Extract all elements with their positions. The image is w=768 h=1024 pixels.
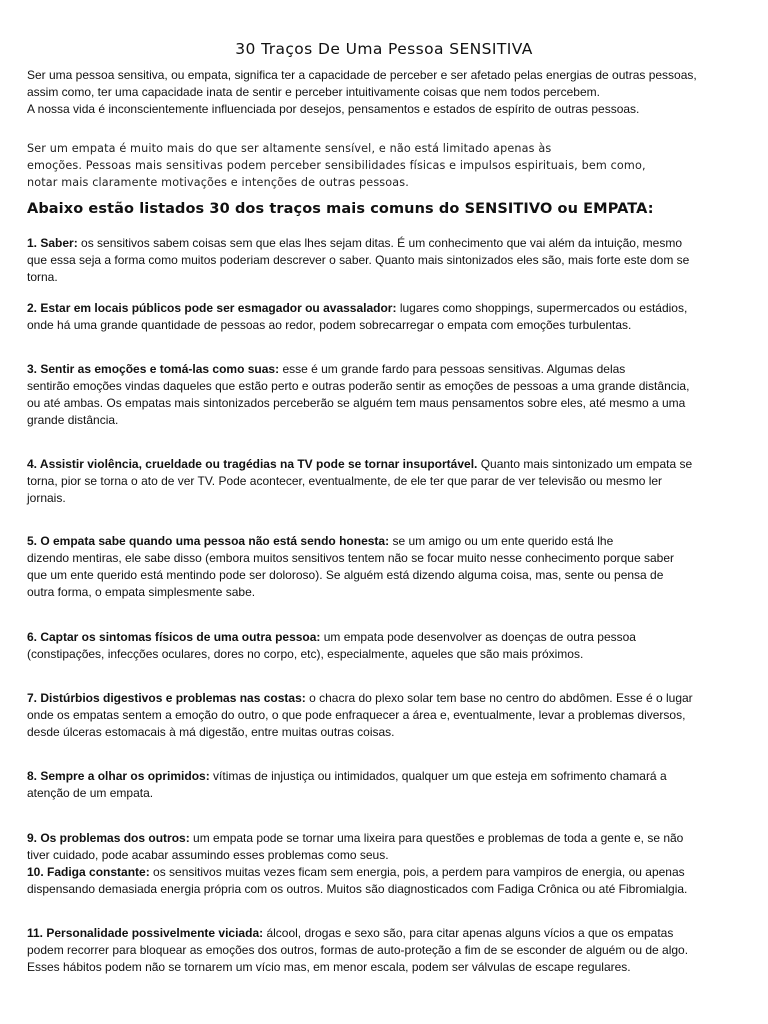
- trait-text: tiver cuidado, pode acabar assumindo esses problemas como seus.: [27, 848, 389, 862]
- trait-text: atenção de um empata.: [27, 786, 154, 800]
- trait-text: (constipações, infecções oculares, dores no corpo, etc), especialmente, aqueles que são mais próximos.: [27, 647, 584, 661]
- trait-title: 5. O empata sabe quando uma pessoa não está sendo honesta:: [27, 534, 390, 548]
- trait-item-6: [27, 629, 747, 663]
- trait-text: o chacra do plexo solar tem base no centro do abdômen. Esse é o lugar: [305, 691, 693, 705]
- trait-item-7: [27, 690, 747, 741]
- trait-text: que essa seja a forma como muitos poderiam descrever o saber. Quanto mais sintonizados eles são, mais forte este dom se: [27, 253, 690, 267]
- trait-text: lugares como shoppings, supermercados ou estádios,: [396, 301, 688, 315]
- trait-title: 6. Captar os sintomas físicos de uma outra pessoa:: [27, 630, 321, 644]
- trait-title: 1. Saber:: [27, 236, 78, 250]
- trait-title: 3. Sentir as emoções e tomá-las como suas:: [27, 362, 280, 376]
- trait-text: se um amigo ou um ente querido está lhe: [389, 534, 614, 548]
- trait-text: onde há uma grande quantidade de pessoas ao redor, podem sobrecarregar o empata com emoções turbulentas.: [27, 318, 632, 332]
- trait-text: que um ente querido está mentindo pode ser doloroso). Se alguém está dizendo alguma coisa, mas, sente ou pensa de: [27, 568, 664, 582]
- empath-paragraph: [27, 140, 747, 191]
- intro2-line: notar mais claramente motivações e intenções de outras pessoas.: [27, 176, 409, 189]
- intro-line: Ser uma pessoa sensitiva, ou empata, significa ter a capacidade de perceber e ser afetado pelas energias de outras pessoas,: [27, 68, 697, 82]
- traits-heading: Abaixo estão listados 30 dos traços mais comuns do SENSITIVO ou EMPATA:: [27, 201, 654, 217]
- trait-text: um empata pode se tornar uma lixeira para questões e problemas de toda a gente e, se não: [189, 831, 684, 845]
- trait-text: grande distância.: [27, 413, 119, 427]
- trait-text: os sensitivos sabem coisas sem que elas lhes sejam ditas. É um conhecimento que vai além da intuição, mesmo: [77, 236, 682, 250]
- trait-text: jornais.: [27, 491, 66, 505]
- trait-text: vítimas de injustiça ou intimidados, qualquer um que esteja em sofrimento chamará a: [209, 769, 667, 783]
- intro-line: A nossa vida é inconscientemente influenciada por desejos, pensamentos e estados de espírito de outras pessoas.: [27, 102, 640, 116]
- trait-title: 7. Distúrbios digestivos e problemas nas costas:: [27, 691, 306, 705]
- trait-text: um empata pode desenvolver as doenças de outra pessoa: [320, 630, 636, 644]
- trait-item-2: [27, 300, 747, 334]
- trait-text: desde úlceras estomacais à má digestão, entre muitas outras coisas.: [27, 725, 395, 739]
- trait-item-4: [27, 456, 747, 507]
- trait-text: esse é um grande fardo para pessoas sensitivas. Algumas delas: [279, 362, 626, 376]
- trait-text: torna, pior se torna o ato de ver TV. Pode acontecer, eventualmente, de ele ter que parar de ver televisão ou mesmo ler: [27, 474, 663, 488]
- trait-text: outra forma, o empata simplesmente sabe.: [27, 585, 256, 599]
- trait-text: Esses hábitos podem não se tornarem um vício mas, em menor escala, podem ser válvulas de escape regulares.: [27, 960, 631, 974]
- trait-item-3: [27, 361, 747, 429]
- trait-item-9: [27, 830, 747, 864]
- trait-text: Quanto mais sintonizado um empata se: [477, 457, 693, 471]
- trait-title: 11. Personalidade possivelmente viciada:: [27, 926, 264, 940]
- trait-text: sentirão emoções vindas daqueles que estão perto e outras poderão sentir as emoções de pessoas a uma grande distância,: [27, 379, 690, 393]
- intro2-line: emoções. Pessoas mais sensitivas podem perceber sensibilidades físicas e impulsos espirituais, bem como,: [27, 159, 646, 172]
- trait-text: dispensando demasiada energia própria com os outros. Muitos são diagnosticados com Fadiga Crônica ou até Fibromialgia.: [27, 882, 688, 896]
- trait-text: dizendo mentiras, ele sabe disso (embora muitos sensitivos tentem não se focar muito nesse conhecimento porque saber: [27, 551, 675, 565]
- trait-item-1: [27, 235, 747, 286]
- trait-text: álcool, drogas e sexo são, para citar apenas alguns vícios a que os empatas: [263, 926, 674, 940]
- document-title: 30 Traços De Uma Pessoa SENSITIVA: [235, 40, 533, 58]
- trait-text: ou até ambas. Os empatas mais sintonizados perceberão se alguém tem maus pensamentos sobre eles, até mesmo a uma: [27, 396, 686, 410]
- trait-text: podem recorrer para bloquear as emoções dos outros, formas de auto-proteção a fim de se esconder de alguém ou de algo.: [27, 943, 689, 957]
- trait-title: 4. Assistir violência, crueldade ou tragédias na TV pode se tornar insuportável.: [27, 457, 478, 471]
- trait-item-10: [27, 864, 747, 898]
- trait-text: onde os empatas sentem a emoção do outro, o que pode enfraquecer a área e, eventualmente, levar a problemas diversos,: [27, 708, 686, 722]
- intro2-line: Ser um empata é muito mais do que ser altamente sensível, e não está limitado apenas às: [27, 142, 552, 155]
- trait-title: 10. Fadiga constante:: [27, 865, 150, 879]
- trait-item-8: [27, 768, 747, 802]
- trait-item-5: [27, 533, 747, 601]
- trait-title: 9. Os problemas dos outros:: [27, 831, 190, 845]
- trait-item-11: [27, 925, 747, 976]
- trait-text: torna.: [27, 270, 58, 284]
- trait-text: os sensitivos muitas vezes ficam sem energia, pois, a perdem para vampiros de energia, ou apenas: [149, 865, 685, 879]
- trait-title: 8. Sempre a olhar os oprimidos:: [27, 769, 210, 783]
- intro-paragraph: [27, 67, 747, 118]
- trait-title: 2. Estar em locais públicos pode ser esmagador ou avassalador:: [27, 301, 397, 315]
- intro-line: assim como, ter uma capacidade inata de sentir e perceber intuitivamente coisas que nem todos percebem.: [27, 85, 600, 99]
